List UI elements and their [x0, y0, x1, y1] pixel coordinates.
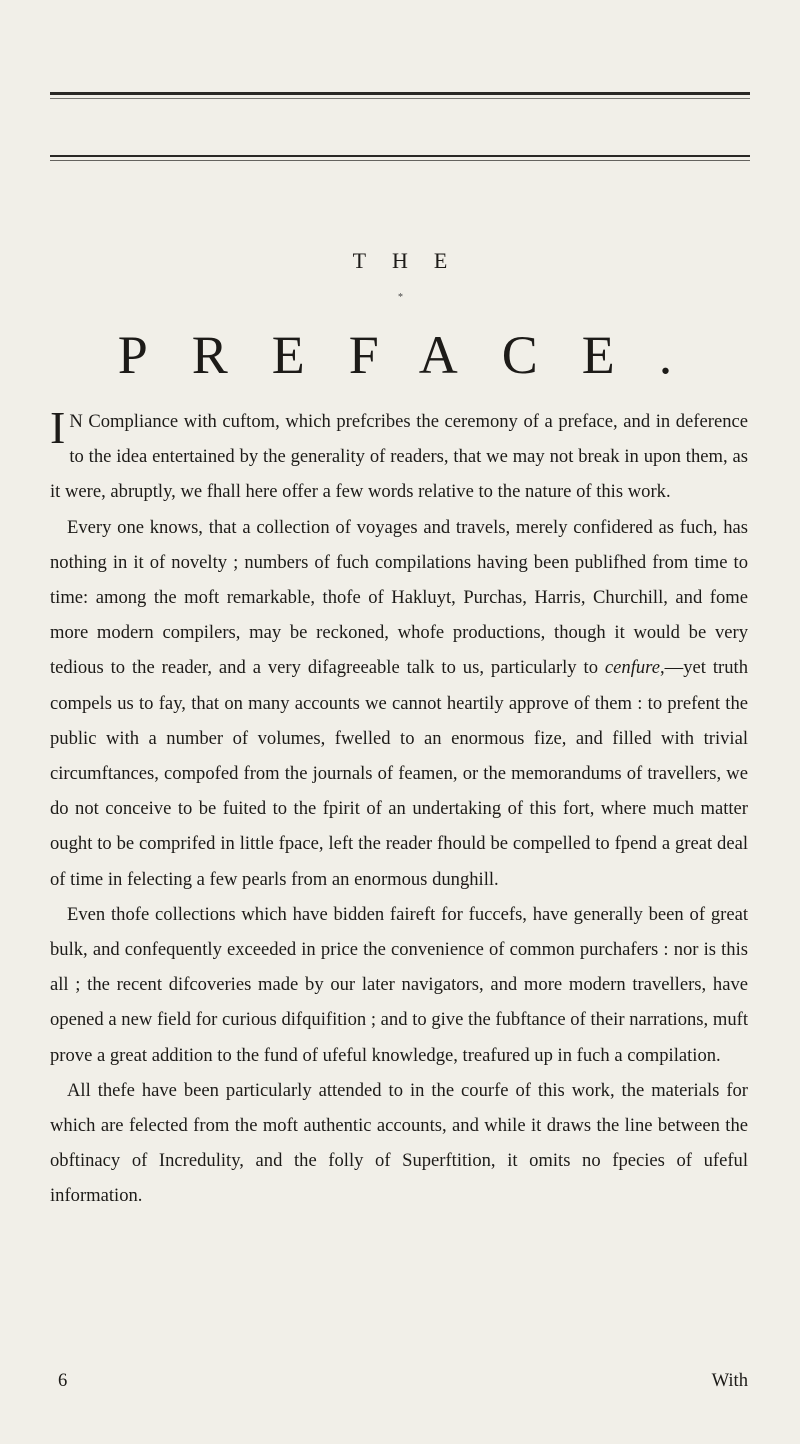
double-rule-thin [50, 160, 750, 161]
signature-mark: 6 [58, 1370, 68, 1391]
paragraph-3: Even thofe collections which have bidden faireft for fuccefs, have generally been of great bulk, and confequently exceeded in price the convenience of common purchafers : nor is this all ; the recent difcoveries made by our later navigators, and more modern travellers, have opened a new field for curious difquifition ; and to give the fubftance of their narrations, muft prove a great addition to the fund of ufeful knowledge, treafured up in fuch a compilation. [50, 903, 748, 1066]
top-rule [50, 92, 750, 95]
paragraph-2 [50, 510, 748, 897]
top-rule-thin [50, 98, 750, 99]
paragraph-1-text: N Compliance with cuftom, which prefcribes the ceremony of a preface, and in deference to the idea entertained by the generality of readers, that we may not break in upon them, as it were, abruptly, we fhall here offer a few words relative to the nature of this work. [50, 411, 748, 503]
page-title: PREFACE. [117, 325, 717, 385]
catchword: With [711, 1370, 748, 1391]
ornament-star-icon: * [398, 292, 403, 303]
paragraph-4: All thefe have been particularly attended to in the courfe of this work, the materials for which are felected from the moft authentic accounts, and while it draws the line between the obftinacy of Incredulity, and the folly of Superftition, it omits no fpecies of ufeful information. [50, 1079, 748, 1207]
italic-word: cenfure [604, 657, 660, 679]
heading-the: THE [352, 248, 474, 273]
paragraph-2-text-b: ,—yet truth compels us to fay, that on many accounts we cannot heartily approve of them : to prefent the public with a number of volumes, fwelled to an enormous fize, and filled with trivial circumftances, compofed from the journals of feamen, or the memorandums of travellers, we do not conceive to be fuited to the fpirit of an undertaking of this fort, where much matter ought to be comprifed in little fpace, left the reader fhould be compelled to fpend a great deal of time in felecting a few pearls from an enormous dunghill. [50, 657, 748, 890]
drop-cap: I [50, 402, 66, 453]
paragraph-1 [50, 404, 748, 510]
double-rule [50, 155, 750, 157]
paragraph-2-text-a: Every one knows, that a collection of voyages and travels, merely confidered as fuch, has nothing in it of novelty ; numbers of fuch compilations having been publifhed from time to time: among the moft remarkable, thofe of Hakluyt, Purchas, Harris, Churchill, and fome more modern compilers, may be reckoned, whofe productions, though it would be very tedious to the reader, and a very difagreeable talk to us, particularly to [50, 516, 748, 679]
preface-body [50, 404, 748, 1214]
